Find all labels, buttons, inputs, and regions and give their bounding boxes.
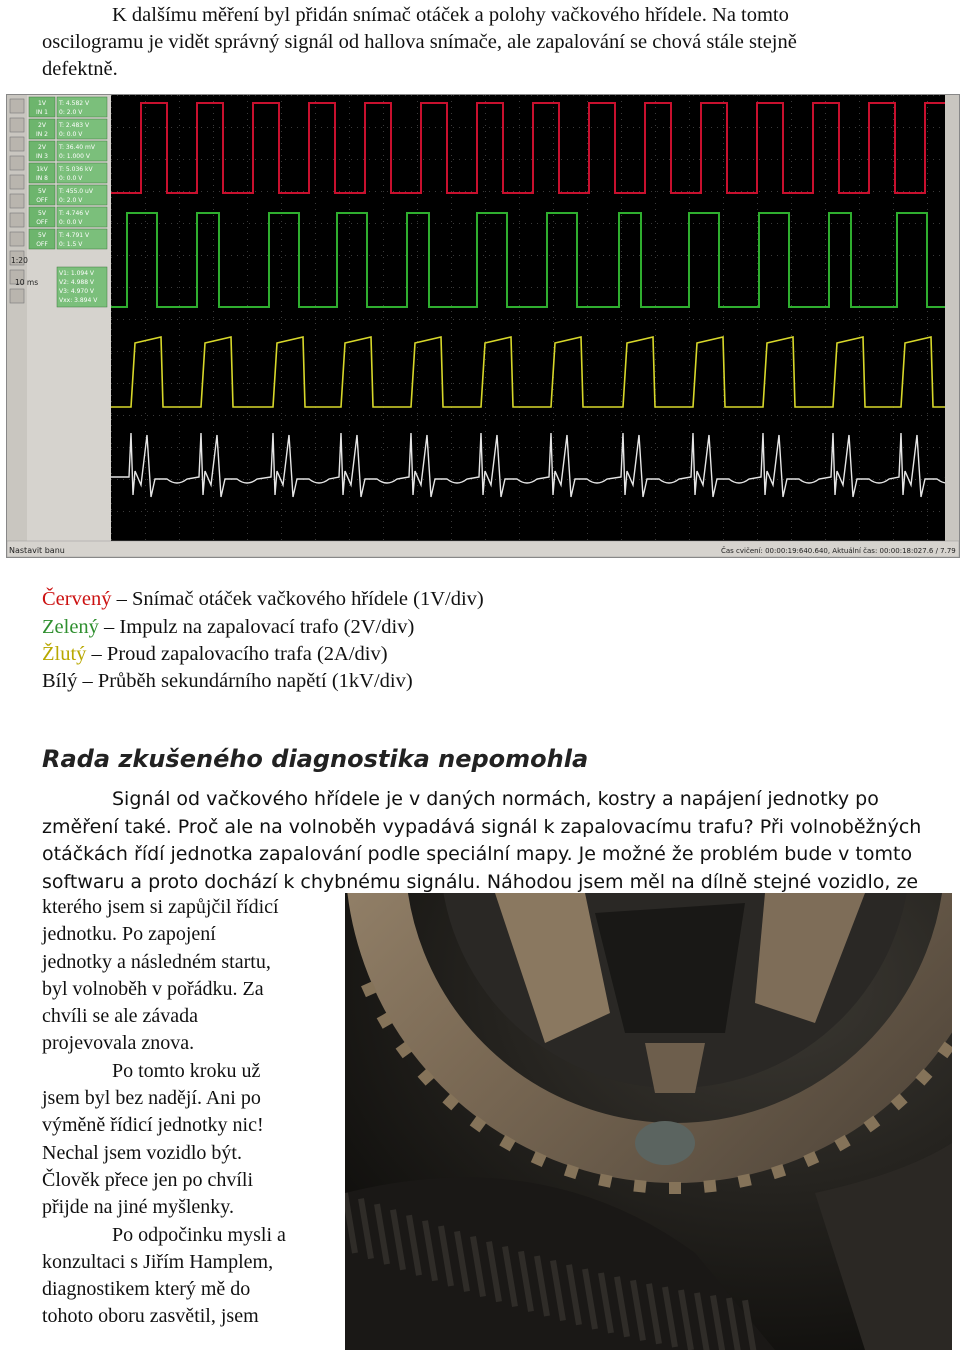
column-line: kterého jsem si zapůjčil řídicí bbox=[42, 896, 279, 918]
legend-text: – Impulz na zapalovací trafo (2V/div) bbox=[98, 616, 415, 638]
column-line: výměně řídicí jednotky nic! bbox=[42, 1114, 264, 1137]
channel-range: 2V bbox=[38, 122, 46, 129]
timebase-value: 1:20 bbox=[11, 256, 28, 265]
channel-settings[interactable] bbox=[29, 229, 107, 249]
intro-line: oscilogramu je vidět správný signál od hallova snímače, ale zapalování se chová stále stejně bbox=[42, 31, 797, 53]
paragraph-line: Signál od vačkového hřídele je v daných normách, kostry a napájení jednotky po bbox=[112, 788, 879, 810]
paragraph-line: změření také. Proč ale na volnoběh vypadává signál k zapalovacímu trafu? Při volnoběžných bbox=[42, 815, 922, 838]
channel-level: 0: 1.000 V bbox=[59, 153, 90, 160]
timing-belt-photo bbox=[345, 893, 952, 1350]
legend-text: – Proud zapalovacího trafa (2A/div) bbox=[86, 643, 388, 665]
column-line: jsem byl bez nadějí. Ani po bbox=[42, 1087, 261, 1110]
toolbar-tool-icon[interactable] bbox=[10, 289, 24, 303]
column-line: chvíli se ale závada bbox=[42, 1005, 199, 1028]
channel-reading: T: 4.582 V bbox=[59, 100, 90, 107]
column-line: jednotky a následném startu, bbox=[42, 950, 271, 973]
channel-reading: T: 455.0 uV bbox=[59, 188, 93, 195]
legend-line-yellow bbox=[42, 641, 388, 668]
legend-line-green bbox=[42, 614, 414, 641]
paragraph-line: otáčkách řídí jednotka zapalování podle speciální mapy. Je možné že problém bude v tomto bbox=[42, 843, 913, 866]
toolbar-tool-icon[interactable] bbox=[10, 156, 24, 170]
intro-paragraph bbox=[42, 2, 922, 83]
status-left: Nastavit banu bbox=[9, 546, 65, 555]
channel-level: 0: 0.0 V bbox=[59, 131, 83, 138]
channel-level: 0: 2.0 V bbox=[59, 109, 83, 116]
legend-color-word: Žlutý bbox=[42, 643, 87, 665]
body-paragraph bbox=[42, 786, 932, 896]
channel-input: OFF bbox=[36, 219, 48, 226]
channel-input: OFF bbox=[36, 197, 48, 204]
column-line: diagnostikem který mě do bbox=[42, 1278, 251, 1301]
channel-reading: T: 5.036 kV bbox=[59, 166, 93, 173]
channel-settings[interactable] bbox=[29, 163, 107, 183]
column-line: tohoto oboru zasvětil, jsem bbox=[42, 1305, 259, 1328]
channel-level: 0: 1.5 V bbox=[59, 241, 83, 248]
channel-range: 1V bbox=[38, 100, 46, 107]
channel-reading: T: 4.746 V bbox=[59, 210, 90, 217]
section-heading: Rada zkušeného diagnostika nepomohla bbox=[42, 745, 589, 773]
cursor-value: V3: 4.970 V bbox=[59, 288, 95, 295]
column-line: Po odpočinku mysli a bbox=[112, 1223, 286, 1246]
column-paragraph bbox=[42, 894, 332, 1331]
legend-color-word: Bílý bbox=[42, 670, 78, 692]
channel-reading: T: 2.483 V bbox=[59, 122, 90, 129]
toolbar-tool-icon[interactable] bbox=[10, 175, 24, 189]
channel-level: 0: 0.0 V bbox=[59, 175, 83, 182]
toolbar-tool-icon[interactable] bbox=[10, 99, 24, 113]
toolbar-tool-icon[interactable] bbox=[10, 232, 24, 246]
channel-input: IN 8 bbox=[36, 175, 48, 182]
toolbar-tool-icon[interactable] bbox=[10, 194, 24, 208]
legend-line-red bbox=[42, 586, 484, 613]
paragraph-line: softwaru a proto dochází k chybnému signálu. Náhodou jsem měl na dílně stejné vozidlo, ze bbox=[42, 870, 919, 893]
channel-input: IN 1 bbox=[36, 109, 48, 116]
channel-input: IN 3 bbox=[36, 153, 48, 160]
toolbar-tool-icon[interactable] bbox=[10, 118, 24, 132]
channel-range: 5V bbox=[38, 210, 46, 217]
column-line: Člověk přece jen po chvíli bbox=[42, 1168, 254, 1191]
cursor-value: V2: 4.988 V bbox=[59, 279, 95, 286]
intro-line: K dalšímu měření byl přidán snímač otáček a polohy vačkového hřídele. Na tomto bbox=[112, 4, 789, 26]
channel-range: 1kV bbox=[36, 166, 48, 173]
legend-text: – Snímač otáček vačkového hřídele (1V/div) bbox=[111, 588, 484, 610]
column-line: Po tomto kroku už bbox=[112, 1059, 261, 1082]
column-line: přijde na jiné myšlenky. bbox=[42, 1196, 234, 1219]
time-div-value: 10 ms bbox=[15, 278, 39, 287]
column-line: byl volnoběh v pořádku. Za bbox=[42, 977, 264, 1000]
channel-level: 0: 2.0 V bbox=[59, 197, 83, 204]
toolbar-tool-icon[interactable] bbox=[10, 137, 24, 151]
column-line: konzultaci s Jiřím Hamplem, bbox=[42, 1250, 274, 1273]
legend-line-white bbox=[42, 668, 413, 695]
column-line: Nechal jsem vozidlo být. bbox=[42, 1141, 242, 1164]
channel-reading: T: 4.791 V bbox=[59, 232, 90, 239]
channel-settings[interactable] bbox=[29, 141, 107, 161]
intro-line: defektně. bbox=[42, 58, 118, 80]
channel-input: OFF bbox=[36, 241, 48, 248]
channel-input: IN 2 bbox=[36, 131, 48, 138]
column-line: projevovala znova. bbox=[42, 1032, 195, 1055]
legend-color-word: Červený bbox=[42, 588, 112, 610]
channel-settings[interactable] bbox=[29, 185, 107, 205]
toolbar-tool-icon[interactable] bbox=[10, 213, 24, 227]
cursor-value: V1: 1.094 V bbox=[59, 270, 95, 277]
channel-range: 2V bbox=[38, 144, 46, 151]
channel-range: 5V bbox=[38, 232, 46, 239]
legend-color-word: Zelený bbox=[42, 616, 99, 638]
channel-range: 5V bbox=[38, 188, 46, 195]
oscilloscope-screenshot bbox=[6, 94, 960, 558]
status-right: Čas cvičení: 00:00:19:640.640, Aktuální čas: 00:00:18:027.6 / 7.79 bbox=[721, 547, 956, 555]
channel-level: 0: 0.0 V bbox=[59, 219, 83, 226]
legend-text: – Průběh sekundárního napětí (1kV/div) bbox=[77, 670, 413, 692]
channel-reading: T: 36.40 mV bbox=[59, 144, 95, 151]
cursor-value: Vxx: 3.894 V bbox=[59, 297, 98, 304]
channel-settings[interactable] bbox=[29, 119, 107, 139]
channel-settings[interactable] bbox=[29, 97, 107, 117]
channel-settings[interactable] bbox=[29, 207, 107, 227]
column-line: jednotku. Po zapojení bbox=[42, 923, 216, 946]
